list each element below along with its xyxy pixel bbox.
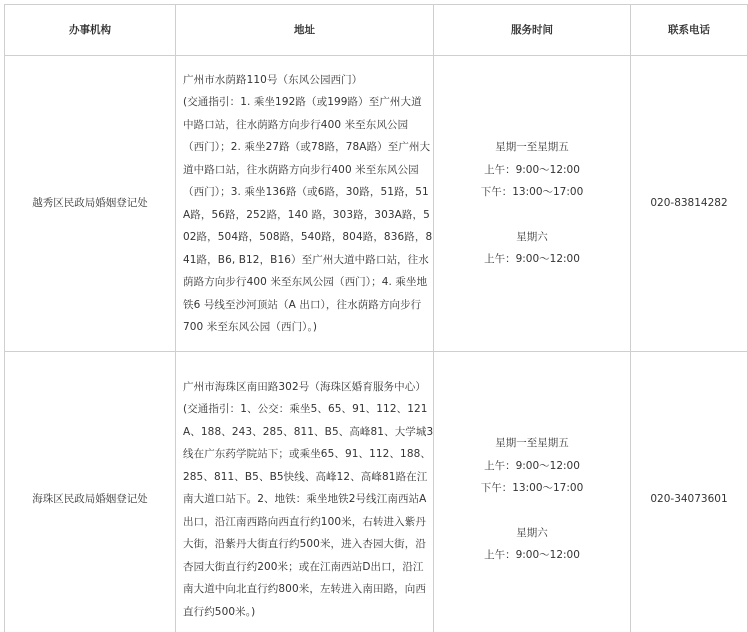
org-cell: 海珠区民政局婚姻登记处	[5, 352, 176, 632]
weekday-label: 星期一至星期五	[495, 141, 569, 154]
header-address: 地址	[176, 5, 434, 56]
weekday-am-hours: 上午：9:00～12:00	[484, 459, 580, 472]
address-line: 铁6 号线至沙河顶站（A 出口），往水荫路方向步行	[183, 298, 422, 311]
phone-cell: 020-34073601	[631, 352, 748, 632]
address-line: 出口，沿江南西路向西直行约100米，右转进入紫丹	[183, 515, 426, 528]
phone-cell: 020-83814282	[631, 56, 748, 352]
address-line: 杏园大街直行约200米；或在江南西站D出口，沿江	[183, 560, 424, 573]
table-row	[5, 352, 748, 632]
header-org: 办事机构	[5, 5, 176, 56]
address-line: 荫路方向步行400 米至东风公园（西门）；4. 乘坐地	[183, 276, 428, 288]
saturday-label: 星期六	[516, 230, 548, 243]
hours-cell	[434, 352, 631, 632]
address-line: 直行约500米。)	[183, 605, 256, 618]
address-line: (交通指引：1. 乘坐192路（或199路）至广州大道	[183, 96, 422, 108]
address-line: (交通指引：1、公交：乘坐5、65、91、112、121	[183, 403, 428, 416]
saturday-am-hours: 上午：9:00～12:00	[484, 549, 580, 562]
weekday-label: 星期一至星期五	[495, 437, 569, 450]
header-phone: 联系电话	[631, 5, 748, 56]
address-line: A、188、243、285、811、B5、高峰81、大学城3	[183, 425, 434, 438]
address-line: （西门）；3. 乘坐136路（或6路，30路，51路，51	[183, 186, 429, 198]
weekday-pm-hours: 下午：13:00～17:00	[480, 482, 584, 495]
address-line: 700 米至东风公园（西门）。)	[183, 321, 318, 333]
address-cell	[176, 56, 434, 352]
saturday-am-hours: 上午：9:00～12:00	[484, 253, 580, 266]
marriage-registry-table	[4, 4, 748, 632]
address-line: 道中路口站，往水荫路方向步行400 米至东风公园	[183, 163, 419, 176]
spacer	[438, 500, 626, 522]
table-row	[5, 56, 748, 352]
address-line: 大街，沿紫丹大街直行约500米，进入杏园大街，沿	[183, 538, 426, 551]
address-line: 41路，B6, B12，B16）至广州大道中路口站，往水	[183, 253, 429, 266]
address-line: 中路口站，往水荫路方向步行400 米至东风公园	[183, 118, 409, 131]
address-line: 线在广东药学院站下；或乘坐65、91、112、188、	[183, 448, 432, 461]
address-line: 285、811、B5、B5快线、高峰12、高峰81路在江	[183, 470, 428, 483]
address-line: A路，56路，252路，140 路，303路，303A路，5	[183, 208, 430, 221]
address-line: 广州市水荫路110号（东风公园西门）	[183, 73, 363, 86]
org-cell: 越秀区民政局婚姻登记处	[5, 56, 176, 352]
saturday-label: 星期六	[516, 526, 548, 539]
address-line: 02路，504路，508路，540路，804路，836路，8	[183, 231, 433, 243]
address-line: 南大道中向北直行约800米，左转进入南田路，向西	[183, 583, 426, 596]
header-hours: 服务时间	[434, 5, 631, 56]
table-header-row	[5, 5, 748, 56]
weekday-am-hours: 上午：9:00～12:00	[484, 163, 580, 176]
spacer	[438, 204, 626, 226]
hours-cell	[434, 56, 631, 352]
address-line: 南大道口站下。2、地铁：乘坐地铁2号线江南西站A	[183, 493, 427, 506]
address-cell	[176, 352, 434, 632]
address-line: （西门）；2. 乘坐27路（或78路，78A路）至广州大	[183, 141, 431, 153]
weekday-pm-hours: 下午：13:00～17:00	[480, 186, 584, 199]
address-line: 广州市海珠区南田路302号（海珠区婚育服务中心）	[183, 380, 426, 393]
